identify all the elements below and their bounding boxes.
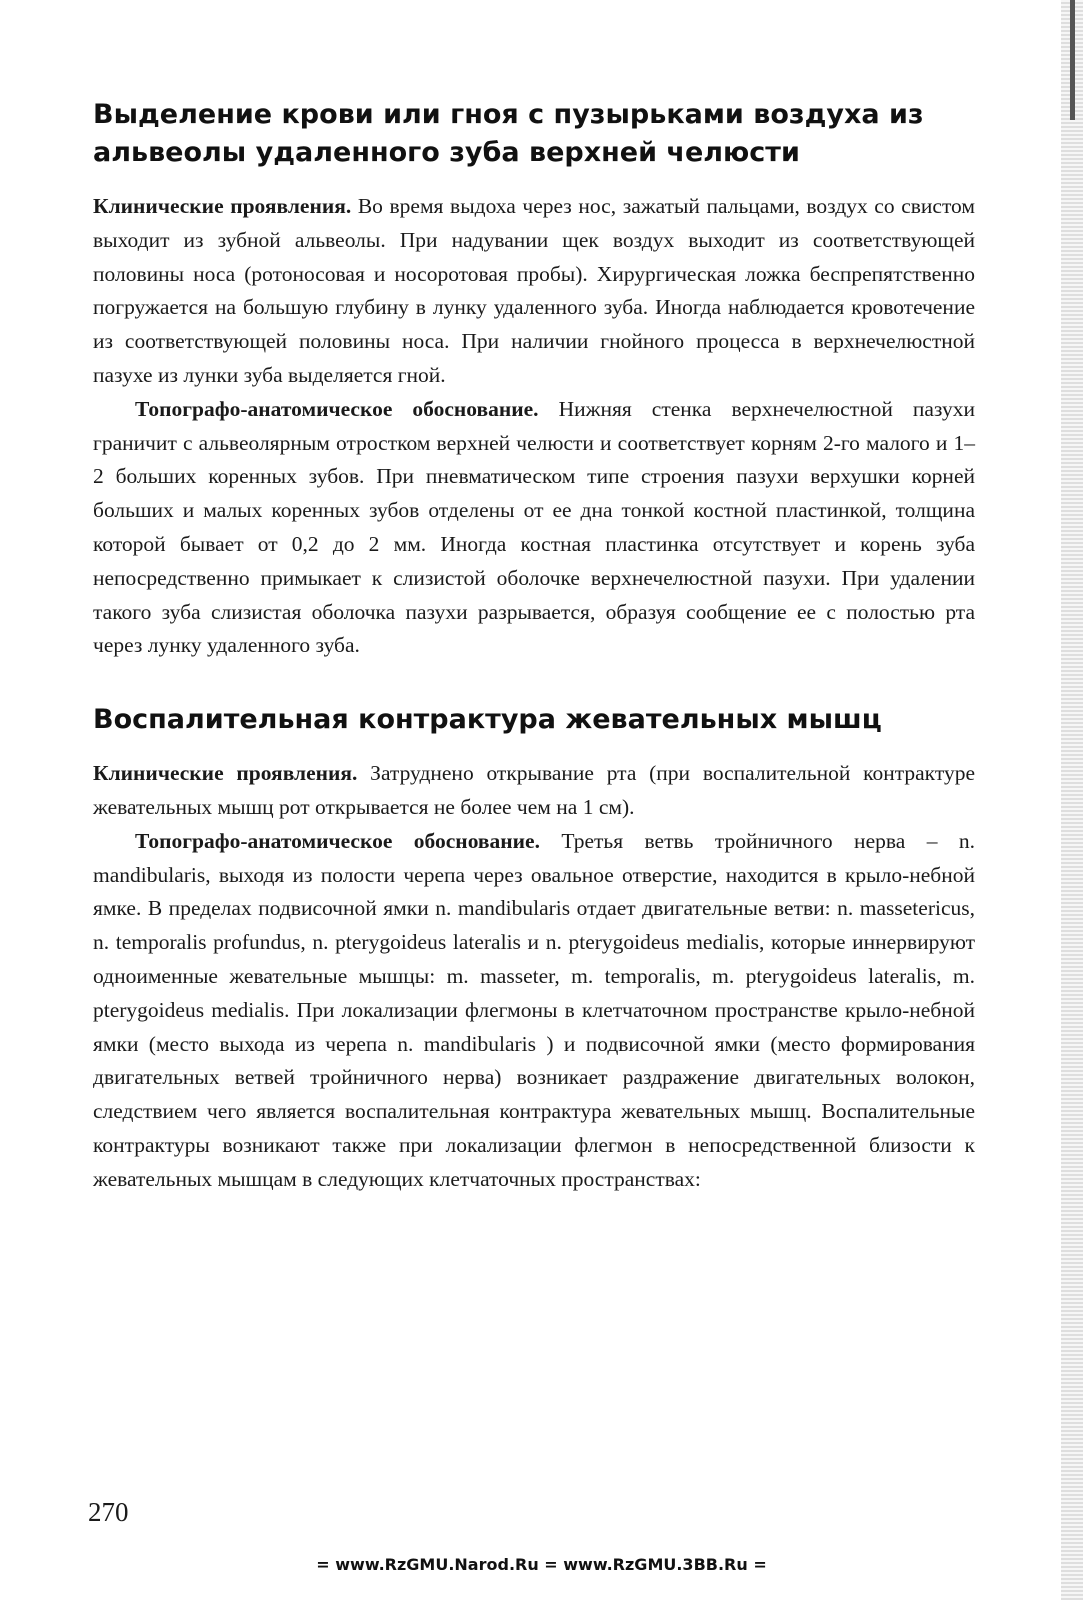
- page-edge-binding: [1070, 0, 1075, 120]
- page-content: [93, 96, 975, 1197]
- footer-watermark: = www.RzGMU.Narod.Ru = www.RzGMU.3BB.Ru =: [316, 1555, 767, 1574]
- paragraph-text: Затруднено открывание рта (при воспалительной контрактуре жевательных мышц рот открывается не более чем на 1 см).: [93, 761, 975, 819]
- paragraph-anatomy-2: [93, 825, 975, 1197]
- paragraph-clinical-1: [93, 190, 975, 393]
- paragraph-anatomy-1: [93, 393, 975, 663]
- paragraph-text: Нижняя стенка верхнечелюстной пазухи граничит с альвеолярным отростком верхней челюсти и соответствует корням 2-го малого и 1–2 больших коренных зубов. При пневматическом типе строения пазухи верхушки корней больших и малых коренных зубов отделены от ее дна тонкой костной пластинкой, толщина которой бывает от 0,2 до 2 мм. Иногда костная пластинка отсутствует и корень зуба непосредственно примыкает к слизистой оболочке верхнечелюстной пазухи. При удалении такого зуба слизистая оболочка пазухи разрывается, образуя сообщение ее с полостью рта через лунку удаленного зуба.: [93, 396, 975, 658]
- paragraph-text: Третья ветвь тройничного нерва – n. mandibularis, выходя из полости черепа через овальное отверстие, находится в крыло-небной ямке. В пределах подвисочной ямки n. mandibularis отдает двигательные ветви: n. massetericus, n. temporalis profundus, n. pterygoideus lateralis и n. pterygoideus medialis, которые иннервируют одноименные жевательные мышцы: m. masseter, m. temporalis, m. pterygoideus lateralis, m. pterygoideus medialis. При локализации флегмоны в клетчаточном пространстве крыло-небной ямки (место выхода из черепа n. mandibularis ) и подвисочной ямки (место формирования двигательных ветвей тройничного нерва) возникает раздражение двигательных волокон, следствием чего является воспалительная контрактура жевательных мышц. Воспалительные контрактуры возникают также при локализации флегмон в непосредственной близости к жевательных мышцам в следующих клетчаточных пространствах:: [93, 828, 975, 1191]
- paragraph-clinical-2: [93, 757, 975, 825]
- section-title-1: Выделение крови или гноя с пузырьками воздуха из альвеолы удаленного зуба верхней челюсти: [93, 99, 924, 168]
- page-number: 270: [88, 1497, 129, 1527]
- page-edge-shadow: [1061, 0, 1083, 1600]
- paragraph-lead: Топографо-анатомическое обоснование.: [135, 396, 539, 421]
- paragraph-lead: Топографо-анатомическое обоснование.: [135, 828, 540, 853]
- paragraph-lead: Клинические проявления.: [93, 761, 358, 786]
- paragraph-lead: Клинические проявления.: [93, 194, 352, 218]
- paragraph-text: Во время выдоха через нос, зажатый пальцами, воздух со свистом выходит из зубной альвеолы. При надувании щек воздух выходит из соответствующей половины носа (ротоносовая и носоротовая пробы). Хирургическая ложка беспрепятственно погружается на большую глубину в лунку удаленного зуба. Иногда наблюдается кровотечение из соответствующей половины носа. При наличии гнойного процесса в верхнечелюстной пазухе из лунки зуба выделяется гной.: [93, 194, 975, 387]
- section-title-2: Воспалительная контрактура жевательных мышц: [93, 704, 882, 736]
